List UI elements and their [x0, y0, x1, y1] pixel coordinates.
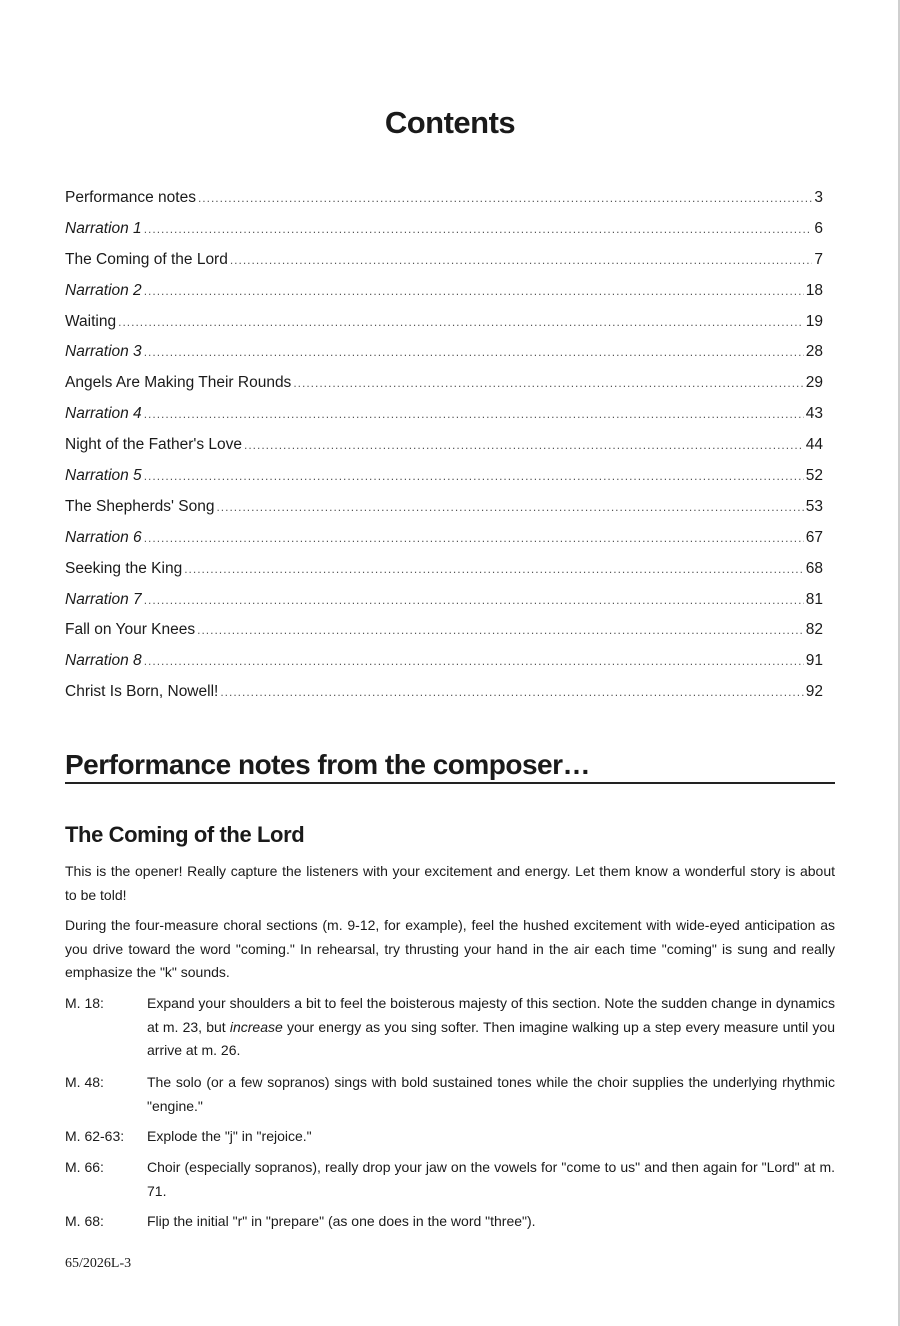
measure-text-continued: your energy as you sing softer. Then imagine walking up a step every measure until you arrive at m. 26. — [147, 1018, 835, 1058]
toc-entry — [65, 618, 823, 649]
toc-page-number: 6 — [814, 219, 823, 237]
measure-text: Expand your shoulders a bit to feel the boisterous majesty of this section. Note the sudden change in dynamics at m. 23, but — [147, 995, 835, 1035]
measure-text: The solo (or a few sopranos) sings with bold sustained tones while the choir supplies the underlying rhythmic "engine." — [147, 1074, 835, 1114]
toc-leader-dots — [244, 433, 804, 457]
toc-entry — [65, 588, 823, 619]
measure-note — [65, 992, 835, 1063]
measure-note — [65, 1210, 835, 1234]
toc-leader-dots — [198, 186, 812, 210]
measure-description — [147, 1071, 835, 1118]
toc-entry — [65, 186, 823, 217]
toc-entry — [65, 340, 823, 371]
toc-page-number: 29 — [805, 374, 823, 392]
catalog-number: 65/2026L-3 — [65, 1256, 132, 1271]
toc-entry — [65, 248, 823, 279]
toc-entry — [65, 433, 823, 464]
measure-label: M. 62-63: — [65, 1128, 125, 1144]
toc-page-number: 53 — [805, 497, 823, 515]
toc-entry — [65, 371, 823, 402]
table-of-contents — [65, 186, 823, 711]
intro-paragraph: This is the opener! Really capture the listeners with your excitement and energy. Let them know a wonderful story is about to be told! — [65, 863, 835, 903]
measure-label: M. 48: — [65, 1074, 104, 1090]
contents-heading: Contents — [384, 105, 516, 140]
toc-entry-title: Fall on Your Knees — [65, 621, 196, 639]
measure-note — [65, 1125, 835, 1149]
toc-entry-title: Narration 1 — [65, 219, 142, 237]
toc-page-number: 7 — [814, 250, 823, 268]
measure-text: Choir (especially sopranos), really drop your jaw on the vowels for "come to us" and then again for "Lord" at m. 71. — [147, 1159, 835, 1199]
toc-entry-title: Performance notes — [65, 189, 196, 206]
performance-notes-heading: Performance notes from the composer… — [65, 748, 835, 784]
toc-page-number: 43 — [805, 405, 823, 423]
measure-description — [147, 1210, 835, 1234]
toc-leader-dots — [293, 371, 803, 395]
toc-entry — [65, 402, 823, 433]
toc-entry-title: Narration 8 — [65, 652, 142, 670]
toc-page-number: 68 — [805, 559, 823, 577]
toc-entry-title: Narration 5 — [65, 467, 142, 485]
toc-leader-dots — [144, 279, 804, 303]
toc-entry — [65, 557, 823, 588]
toc-entry-title: Seeking the King — [65, 559, 183, 577]
toc-entry-title: Christ Is Born, Nowell! — [65, 683, 219, 701]
toc-entry-title: Narration 7 — [65, 590, 142, 608]
toc-leader-dots — [216, 495, 803, 519]
measure-note — [65, 1071, 835, 1118]
toc-entry — [65, 217, 823, 248]
toc-leader-dots — [144, 402, 804, 426]
toc-entry-title: Narration 3 — [65, 343, 142, 361]
toc-leader-dots — [144, 649, 804, 673]
measure-description — [147, 992, 835, 1063]
toc-entry — [65, 310, 823, 341]
toc-leader-dots — [144, 588, 804, 612]
toc-page-number: 19 — [805, 312, 823, 330]
measure-note — [65, 1156, 835, 1203]
toc-leader-dots — [220, 680, 803, 704]
toc-entry-title: Waiting — [65, 312, 117, 330]
toc-leader-dots — [184, 557, 804, 581]
toc-entry — [65, 464, 823, 495]
toc-leader-dots — [144, 464, 804, 488]
toc-page-number: 28 — [805, 343, 823, 361]
toc-leader-dots — [144, 526, 804, 550]
toc-entry-title: The Shepherds' Song — [65, 497, 215, 515]
toc-entry — [65, 526, 823, 557]
toc-page-number: 3 — [814, 189, 823, 206]
toc-page-number: 44 — [805, 436, 823, 454]
measure-label: M. 18: — [65, 995, 104, 1011]
toc-page-number: 67 — [805, 528, 823, 546]
toc-entry-title: The Coming of the Lord — [65, 250, 228, 268]
measure-emphasis: increase — [229, 1018, 283, 1035]
section-heading: The Coming of the Lord — [65, 822, 305, 847]
toc-leader-dots — [144, 217, 813, 241]
toc-leader-dots — [230, 248, 813, 272]
measure-label: M. 68: — [65, 1213, 104, 1229]
measure-description — [147, 1156, 835, 1203]
toc-entry-title: Night of the Father's Love — [65, 436, 243, 454]
toc-page-number: 91 — [805, 652, 823, 670]
toc-entry-title: Narration 4 — [65, 405, 142, 423]
toc-entry-title: Narration 2 — [65, 281, 142, 299]
toc-page-number: 92 — [805, 683, 823, 701]
toc-entry — [65, 680, 823, 711]
toc-entry — [65, 279, 823, 310]
measure-description — [147, 1125, 835, 1149]
toc-page-number: 82 — [805, 621, 823, 639]
toc-entry — [65, 649, 823, 680]
toc-page-number: 18 — [805, 281, 823, 299]
toc-leader-dots — [197, 618, 804, 642]
toc-leader-dots — [118, 310, 804, 334]
measure-text: Explode the "j" in "rejoice." — [147, 1128, 312, 1144]
toc-entry — [65, 495, 823, 526]
toc-entry-title: Narration 6 — [65, 528, 142, 546]
rehearsal-paragraph: During the four-measure choral sections (m. 9-12, for example), feel the hushed excitement with wide-eyed anticipation as you drive toward the word "coming." In rehearsal, try thrusting your hand in the air each time "coming" is sung and really emphasize the "k" sounds. — [65, 917, 835, 980]
measure-label: M. 66: — [65, 1159, 104, 1175]
toc-page-number: 52 — [805, 467, 823, 485]
toc-entry-title: Angels Are Making Their Rounds — [65, 374, 292, 392]
measure-text: Flip the initial "r" in "prepare" (as one does in the word "three"). — [147, 1213, 536, 1229]
toc-page-number: 81 — [805, 590, 823, 608]
toc-leader-dots — [144, 340, 804, 364]
